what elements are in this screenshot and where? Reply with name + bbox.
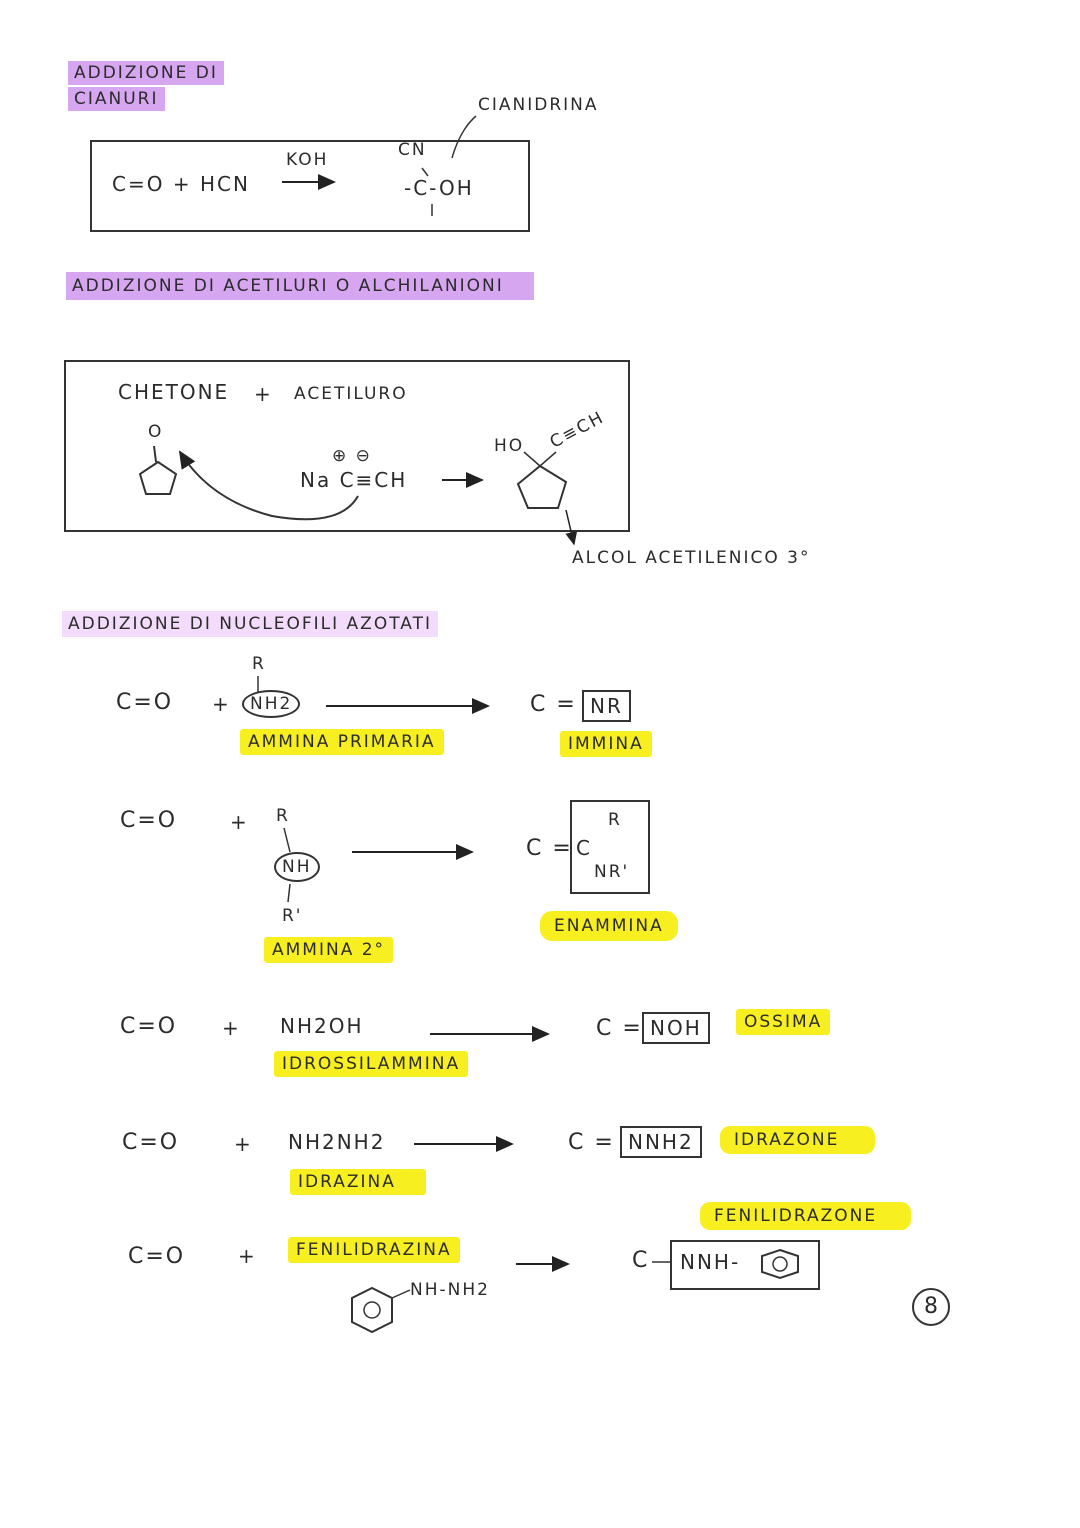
row2-r-bond [284,828,290,852]
row1-reagent: NH2 [242,690,300,718]
row3-plus: + [222,1016,241,1040]
acetylide-title: ADDIZIONE DI ACETILURI O ALCHILANIONI [66,272,534,300]
row2-product-prefix: C = [526,836,573,861]
phenyl-ring-product-inner [773,1257,787,1271]
cyanohydrin-pointer [452,116,476,158]
row3-product-prefix: C = [596,1016,643,1041]
cyclopentanone-ring [140,462,176,494]
plus-sign: + [254,382,273,406]
row2-carbonyl: C=O [120,808,178,833]
row2-reagent-r2: R' [282,906,303,926]
row1-carbonyl: C=O [116,690,174,715]
row5-reagent-name: FENILIDRAZINA [288,1237,460,1263]
row1-reagent-r: R [252,654,266,674]
row3-product-name: OSSIMA [736,1009,830,1035]
row5-product-name: FENILIDRAZONE [700,1202,911,1230]
cyanide-product-top: CN [398,140,427,160]
ion-charges: ⊕ ⊖ [332,446,372,466]
row1-product-name: IMMINA [560,731,652,757]
row5-reagent-formula: NH-NH2 [410,1280,490,1300]
product-ethynyl: C≡CH [546,407,609,453]
ketone-label: CHETONE [118,380,230,404]
title-line-2: CIANURI [68,87,165,111]
sodium-acetylide: Na C≡CH [300,468,408,492]
cyanide-product-main: -C-OH [404,176,474,200]
row1-product-prefix: C = [530,692,577,717]
product-alkyne-bond [540,452,556,466]
row4-product-name: IDRAZONE [720,1126,875,1154]
row2-reagent-r: R [276,806,290,826]
cyanohydrin-label: CIANIDRINA [478,95,599,115]
row2-product-name: ENAMMINA [540,911,678,941]
row1-plus: + [212,692,231,716]
row4-carbonyl: C=O [122,1130,180,1155]
cyanide-reagent: KOH [286,150,329,170]
product-ho: HO [494,436,525,456]
row3-carbonyl: C=O [120,1014,178,1039]
row1-reagent-name: AMMINA PRIMARIA [240,729,444,755]
ketone-double-bond [154,446,156,462]
row2-r2-bond [288,884,290,902]
phenyl-ring-reagent-inner [364,1302,380,1318]
product-cyclopentane-ring [518,466,566,508]
row4-reagent: NH2NH2 [288,1130,386,1154]
title-line-1: ADDIZIONE DI [68,61,224,85]
row2-reagent-name: AMMINA 2° [264,937,393,963]
row4-reagent-name: IDRAZINA [290,1169,426,1195]
row2-product-c: C [576,836,592,860]
cyanohydrin-bond-up [422,168,428,176]
ketone-oxygen: O [148,422,164,442]
alcohol-product-label: ALCOL ACETILENICO 3° [572,548,811,568]
nitrogen-title: ADDIZIONE DI NUCLEOFILI AZOTATI [62,611,438,637]
phenyl-hydrazine-bond [392,1290,410,1298]
row4-product-prefix: C = [568,1130,615,1155]
product-oh-bond [524,452,540,466]
cyanide-reactants: C=O + HCN [112,172,250,196]
product-label-pointer [566,510,574,544]
row5-product-prefix: C [632,1248,650,1273]
row4-plus: + [234,1132,253,1156]
phenyl-ring-reagent [352,1288,392,1332]
row2-product-n: NR' [594,862,630,882]
row2-plus: + [230,810,249,834]
row5-product-text: NNH- [680,1250,741,1274]
row4-product-box: NNH2 [620,1126,702,1158]
nucleophile-curved-arrow [180,452,358,519]
row2-reagent: NH [274,852,320,882]
row2-product-r: R [608,810,622,830]
row5-carbonyl: C=O [128,1244,186,1269]
phenyl-ring-product [762,1250,798,1278]
row3-reagent-name: IDROSSILAMMINA [274,1051,468,1077]
page-number: 8 [912,1288,950,1326]
acetylide-label: ACETILURO [294,384,408,404]
row3-reagent: NH2OH [280,1014,364,1038]
row3-product-box: NOH [642,1012,710,1044]
row1-product-box: NR [582,690,631,722]
row5-plus: + [238,1244,257,1268]
